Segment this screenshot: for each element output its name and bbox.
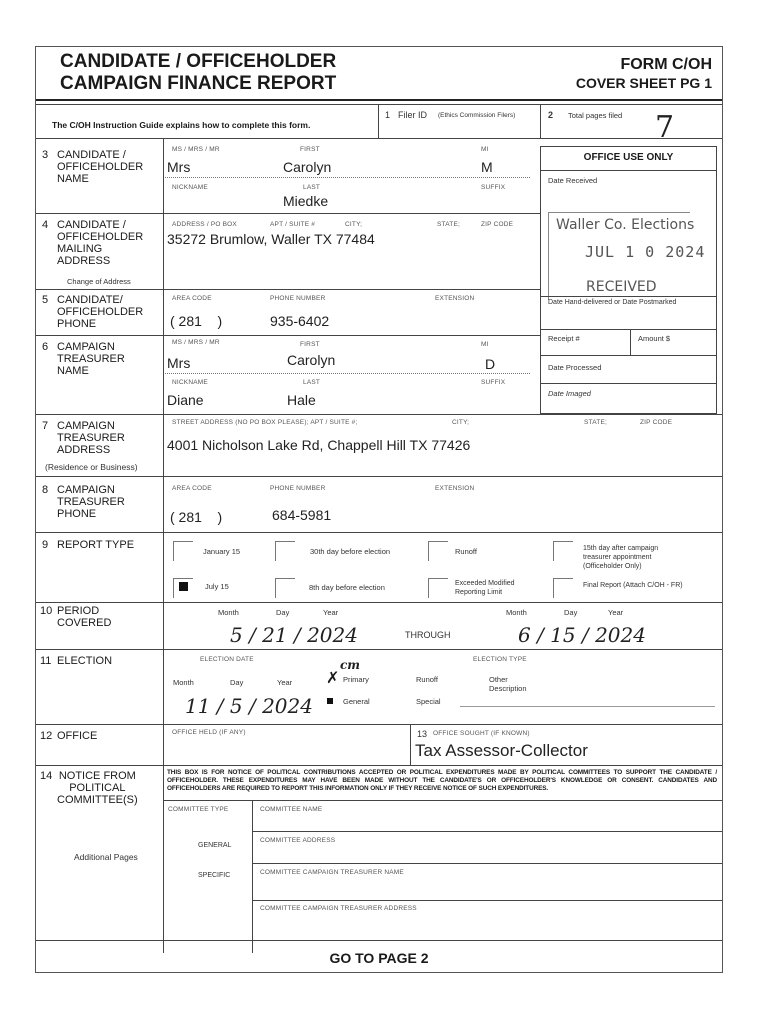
- rule: [163, 800, 722, 801]
- section-6-number: 6: [42, 341, 49, 353]
- from-month-label: Month: [218, 608, 239, 617]
- section-11-number: 11: [40, 655, 52, 667]
- form-title-line1: CANDIDATE / OFFICEHOLDER: [60, 51, 337, 72]
- section-4-label: CANDIDATE / OFFICEHOLDER MAILING ADDRESS: [57, 219, 144, 267]
- total-pages-num: 2: [548, 110, 554, 120]
- s5-phone-value[interactable]: 935-6402: [270, 313, 330, 329]
- primary-x-mark[interactable]: ✗: [326, 670, 340, 687]
- committee-specific-label: SPECIFIC: [198, 872, 231, 879]
- runoff-election-label: Runoff: [416, 675, 438, 684]
- period-to-date[interactable]: 6 / 15 / 2024: [518, 623, 646, 647]
- rule: [540, 355, 717, 356]
- election-year-label: Year: [277, 678, 293, 687]
- section-8-number: 8: [42, 484, 49, 496]
- rule: [540, 296, 717, 297]
- date-imaged-label: Date Imaged: [548, 389, 591, 398]
- other-description-label: Other Description: [489, 675, 527, 693]
- rule: [540, 383, 717, 384]
- section-11-label: ELECTION: [57, 655, 113, 667]
- committee-name-label: COMMITTEE NAME: [260, 806, 323, 813]
- s3-mi-value[interactable]: M: [481, 159, 493, 175]
- divider: [378, 104, 379, 138]
- checkbox-exceeded-limit[interactable]: [428, 578, 448, 598]
- stamp-line2: JUL 1 0 2024: [585, 243, 706, 261]
- cover-sheet-label: COVER SHEET PG 1: [575, 75, 712, 91]
- office-sought-label: OFFICE SOUGHT (IF KNOWN): [433, 730, 530, 737]
- special-label: Special: [416, 697, 441, 706]
- s6-first-label: FIRST: [300, 341, 320, 348]
- rule: [36, 289, 540, 290]
- office-use-title: OFFICE USE ONLY: [583, 152, 674, 163]
- section-8-label: CAMPAIGN TREASURER PHONE: [57, 484, 125, 520]
- s6-title-value[interactable]: Mrs: [167, 355, 191, 371]
- section-14-number: 14: [40, 770, 53, 782]
- label-column-divider: [163, 138, 164, 953]
- to-day-label: Day: [564, 608, 578, 617]
- s8-ext-label: EXTENSION: [435, 485, 475, 492]
- rule: [252, 900, 722, 901]
- s4-apt-label: APT / SUITE #: [270, 221, 316, 228]
- s3-title-value[interactable]: Mrs: [167, 159, 191, 175]
- election-date-value[interactable]: 11 / 5 / 2024: [185, 694, 313, 718]
- s6-last-label: LAST: [303, 379, 321, 386]
- rule: [36, 532, 722, 533]
- office-held-label: OFFICE HELD (IF ANY): [172, 729, 246, 736]
- s5-phone-label: PHONE NUMBER: [270, 295, 326, 302]
- go-to-page-2[interactable]: GO TO PAGE 2: [329, 950, 429, 966]
- checkbox-final-report[interactable]: [553, 578, 573, 598]
- filer-id-sub: (Ethics Commission Filers): [438, 112, 516, 119]
- s3-nickname-label: NICKNAME: [172, 184, 208, 191]
- rule: [36, 213, 540, 214]
- rule: [36, 649, 722, 650]
- checkbox-15th-day[interactable]: [553, 541, 573, 561]
- election-month-label: Month: [173, 678, 194, 687]
- hand-delivered-label: Date Hand-delivered or Date Postmarked: [548, 299, 677, 306]
- s3-first-value[interactable]: Carolyn: [283, 159, 332, 175]
- additional-pages-label: Additional Pages: [74, 852, 138, 862]
- july-15-check-mark: [179, 582, 188, 591]
- s7-street-label: STREET ADDRESS (NO PO BOX PLEASE); APT / SUITE #;: [172, 419, 358, 426]
- rule: [36, 414, 722, 415]
- rule: [460, 706, 715, 707]
- s4-state-label: STATE;: [437, 221, 460, 228]
- change-of-address-label: Change of Address: [67, 277, 131, 286]
- rule: [36, 724, 722, 725]
- election-date-label: ELECTION DATE: [200, 656, 254, 663]
- rule: [36, 335, 540, 336]
- residence-note: (Residence or Business): [45, 462, 138, 472]
- stamp-line1: Waller Co. Elections: [556, 217, 695, 233]
- day15-label: 15th day after campaign treasurer appointment (Officeholder Only): [583, 545, 659, 570]
- s8-area-label: AREA CODE: [172, 485, 212, 492]
- section-10-label: PERIOD COVERED: [57, 605, 112, 629]
- rule: [36, 765, 722, 766]
- filer-id-label: Filer ID: [398, 110, 427, 120]
- s3-suffix-label: SUFFIX: [481, 184, 506, 191]
- from-year-label: Year: [323, 608, 339, 617]
- checkbox-runoff-report[interactable]: [428, 541, 448, 561]
- divider: [540, 104, 541, 138]
- dotted-rule: [165, 373, 530, 374]
- s6-mi-label: MI: [481, 341, 489, 348]
- rule: [252, 831, 722, 832]
- s4-city-label: CITY;: [345, 221, 363, 228]
- header-rule: [36, 99, 722, 101]
- s5-ext-label: EXTENSION: [435, 295, 475, 302]
- dotted-rule: [165, 177, 530, 178]
- s3-mi-label: MI: [481, 146, 489, 153]
- section-12-label: OFFICE: [57, 730, 98, 742]
- runoff-report-label: Runoff: [455, 547, 477, 556]
- s4-address-label: ADDRESS / PO BOX: [172, 221, 237, 228]
- to-year-label: Year: [608, 608, 624, 617]
- divider: [410, 724, 411, 765]
- through-label: THROUGH: [405, 630, 451, 640]
- s6-suffix-label: SUFFIX: [481, 379, 506, 386]
- s4-zip-label: ZIP CODE: [481, 221, 514, 228]
- rule: [36, 940, 722, 941]
- s7-state-label: STATE;: [584, 419, 607, 426]
- section-7-label: CAMPAIGN TREASURER ADDRESS: [57, 420, 125, 456]
- section-6-label: CAMPAIGN TREASURER NAME: [57, 341, 125, 377]
- s3-last-label: LAST: [303, 184, 321, 191]
- total-pages-label: Total pages filed: [568, 111, 623, 120]
- checkbox-8th-day[interactable]: [275, 578, 295, 598]
- rule: [36, 476, 722, 477]
- s8-phone-label: PHONE NUMBER: [270, 485, 326, 492]
- section-3-label: CANDIDATE / OFFICEHOLDER NAME: [57, 149, 144, 185]
- rule: [36, 138, 722, 139]
- primary-label: Primary: [343, 675, 369, 684]
- section-10-number: 10: [40, 605, 53, 617]
- committee-address-label: COMMITTEE ADDRESS: [260, 837, 336, 844]
- divider: [252, 800, 253, 953]
- committee-treasurer-name-label: COMMITTEE CAMPAIGN TREASURER NAME: [260, 869, 404, 876]
- from-day-label: Day: [276, 608, 290, 617]
- s6-nickname-value[interactable]: Diane: [167, 392, 204, 408]
- s7-address-value[interactable]: 4001 Nicholson Lake Rd, Chappell Hill TX 77426: [167, 437, 471, 453]
- rule: [540, 170, 717, 171]
- section-5-number: 5: [42, 294, 49, 306]
- receipt-label: Receipt #: [548, 334, 580, 343]
- date-received-label: Date Received: [548, 176, 598, 185]
- date-processed-label: Date Processed: [548, 363, 602, 372]
- jan15-label: January 15: [203, 547, 241, 556]
- s8-area-value[interactable]: ( 281 ): [170, 509, 223, 525]
- section-7-number: 7: [42, 420, 49, 432]
- s7-zip-label: ZIP CODE: [640, 419, 673, 426]
- day30-label: 30th day before election: [310, 547, 391, 556]
- committee-type-label: COMMITTEE TYPE: [168, 806, 229, 813]
- section-12-number: 12: [40, 730, 53, 742]
- section-9-label: REPORT TYPE: [57, 539, 135, 551]
- s3-first-label: FIRST: [300, 146, 320, 153]
- committee-treasurer-address-label: COMMITTEE CAMPAIGN TREASURER ADDRESS: [260, 905, 417, 912]
- rule: [252, 863, 722, 864]
- section-4-number: 4: [42, 219, 49, 231]
- section-14-label: NOTICE FROM POLITICAL COMMITTEE(S): [57, 770, 138, 806]
- form-title-line2: CAMPAIGN FINANCE REPORT: [60, 73, 337, 94]
- section-3-number: 3: [42, 149, 49, 161]
- form-id: FORM C/OH: [620, 56, 712, 73]
- s7-city-label: CITY;: [452, 419, 470, 426]
- s3-last-value[interactable]: Miedke: [283, 193, 329, 209]
- instruction-note: The C/OH Instruction Guide explains how to complete this form.: [52, 120, 311, 130]
- section-13-number: 13: [417, 729, 428, 739]
- s5-area-value[interactable]: ( 281 ): [170, 313, 223, 329]
- notice-text: THIS BOX IS FOR NOTICE OF POLITICAL CONTRIBUTIONS ACCEPTED OR POLITICAL EXPENDITURES MADE BY POLITICAL COMMITTEES TO SUPPORT THE CANDIDATE / OFFICEHOLDER. THESE EXPENDITURES MAY HAVE BEEN MADE WITHOUT THE CANDIDATE'S OR OFFICEHOLDER'S KNOWLEDGE OR CONSENT. CANDIDATES AND OFFICEHOLDERS ARE REQUIRED TO REPORT THIS INFORMATION ONLY IF THEY RECEIVE NOTICE OF SUCH EXPENDITURES.: [167, 769, 717, 793]
- general-check-mark[interactable]: [327, 698, 333, 704]
- s3-ms-label: MS / MRS / MR: [172, 146, 220, 153]
- to-month-label: Month: [506, 608, 527, 617]
- s4-address-value[interactable]: 35272 Brumlow, Waller TX 77484: [167, 231, 375, 247]
- divider: [630, 329, 631, 355]
- rule: [540, 329, 717, 330]
- s6-mi-value[interactable]: D: [485, 356, 496, 372]
- period-from-date[interactable]: 5 / 21 / 2024: [230, 623, 358, 647]
- committee-general-label: GENERAL: [198, 842, 232, 849]
- s5-area-label: AREA CODE: [172, 295, 212, 302]
- primary-handwritten-note: cm: [340, 658, 361, 672]
- day8-label: 8th day before election: [309, 583, 385, 592]
- election-day-label: Day: [230, 678, 244, 687]
- section-9-number: 9: [42, 539, 49, 551]
- checkbox-30th-day[interactable]: [275, 541, 295, 561]
- header-rule-2: [36, 104, 722, 105]
- s6-last-value[interactable]: Hale: [287, 392, 316, 408]
- exceeded-label: Exceeded Modified Reporting Limit: [455, 580, 515, 596]
- s6-ms-label: MS / MRS / MR: [172, 339, 220, 346]
- jul15-label: July 15: [205, 582, 229, 591]
- amount-label: Amount $: [638, 334, 671, 343]
- office-sought-value[interactable]: Tax Assessor-Collector: [415, 741, 588, 760]
- section-5-label: CANDIDATE/ OFFICEHOLDER PHONE: [57, 294, 144, 330]
- s6-nickname-label: NICKNAME: [172, 379, 208, 386]
- stamp-line3: RECEIVED: [586, 279, 657, 295]
- general-label: General: [343, 697, 370, 706]
- checkbox-january-15[interactable]: [173, 541, 193, 561]
- s6-first-value[interactable]: Carolyn: [287, 352, 336, 368]
- total-pages-value[interactable]: 7: [655, 110, 675, 145]
- rule: [36, 602, 722, 603]
- filer-id-num: 1: [385, 110, 391, 120]
- election-type-label: ELECTION TYPE: [473, 656, 527, 663]
- s8-phone-value[interactable]: 684-5981: [272, 507, 332, 523]
- final-report-label: Final Report (Attach C/OH - FR): [583, 582, 683, 589]
